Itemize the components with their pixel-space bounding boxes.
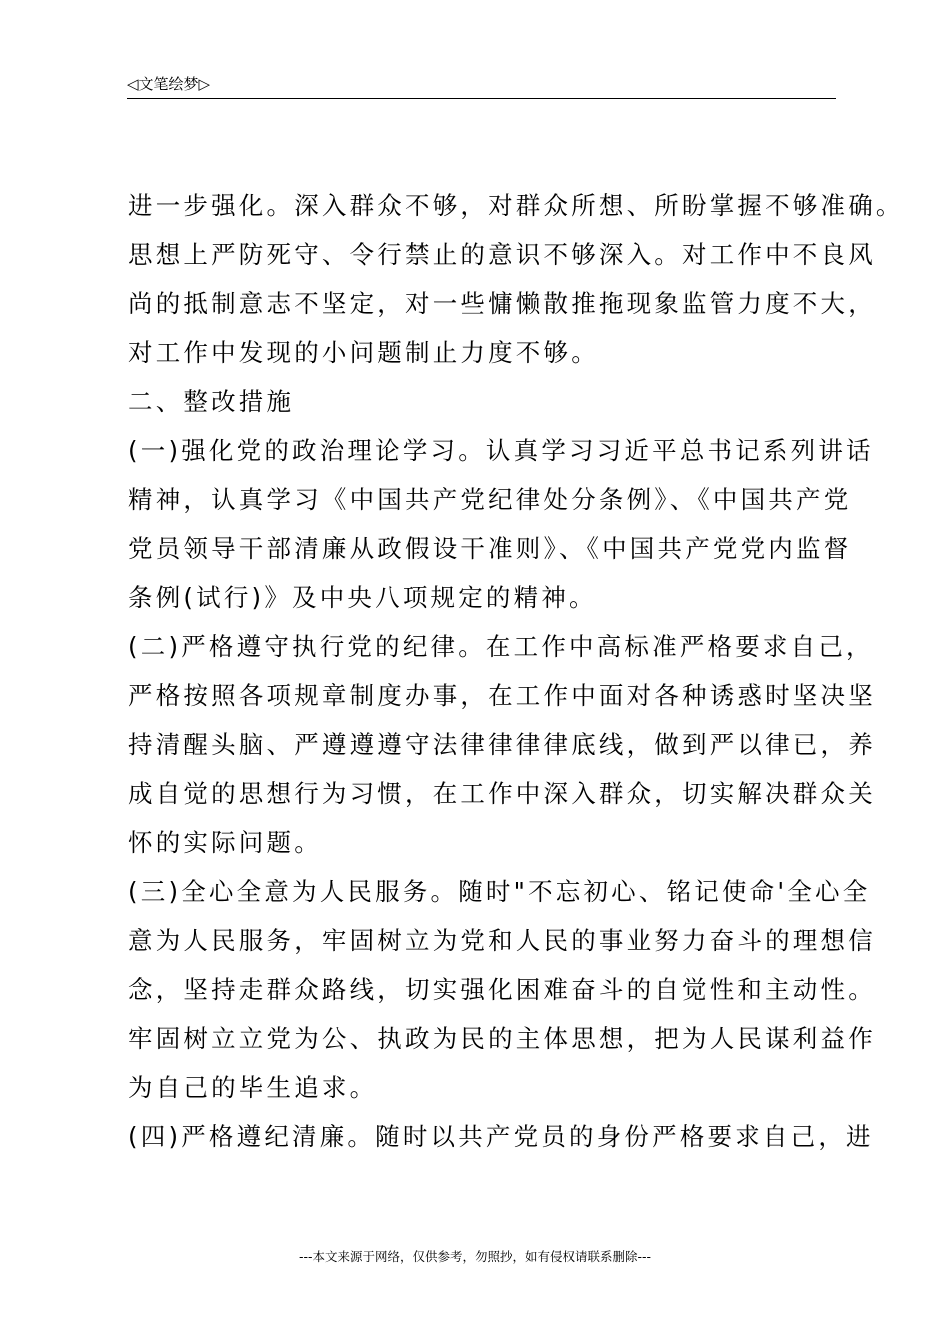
body-line: 持清醒头脑、严遵遵遵守法律律律律底线，做到严以律已，养 xyxy=(128,730,876,759)
body-line: 精神，认真学习《中国共产党纪律处分条例》、《中国共产党 xyxy=(128,485,852,514)
body-line: (二)严格遵守执行党的纪律。在工作中高标准严格要求自己， xyxy=(128,632,874,661)
body-line: 进一步强化。深入群众不够，对群众所想、所盼掌握不够准确。 xyxy=(128,191,904,220)
body-line: 思想上严防死守、令行禁止的意识不够深入。对工作中不良风 xyxy=(128,240,876,269)
body-line: (一)强化党的政治理论学习。认真学习习近平总书记系列讲话 xyxy=(128,436,874,465)
body-line: 条例(试行)》及中央八项规定的精神。 xyxy=(128,583,597,612)
body-line: 牢固树立立党为公、执政为民的主体思想，把为人民谋利益作 xyxy=(128,1024,876,1053)
page-footer-notice: ---本文来源于网络，仅供参考，勿照抄，如有侵权请联系删除--- xyxy=(298,1249,652,1264)
body-line: 意为人民服务，牢固树立为党和人民的事业努力奋斗的理想信 xyxy=(128,926,876,955)
body-line: 严格按照各项规章制度办事，在工作中面对各种诱惑时坚决坚 xyxy=(128,681,876,710)
body-line: (三)全心全意为人民服务。随时"不忘初心、铭记使命'全心全 xyxy=(128,877,871,906)
body-line: 念，坚持走群众路线，切实强化困难奋斗的自觉性和主动性。 xyxy=(128,975,876,1004)
section-heading: 二、整改措施 xyxy=(128,387,295,416)
body-line: 成自觉的思想行为习惯，在工作中深入群众，切实解决群众关 xyxy=(128,779,876,808)
header-brand: ◁文笔绘梦▷ xyxy=(127,75,211,93)
document-body xyxy=(128,181,904,1161)
body-line: 党员领导干部清廉从政假设干准则》、《中国共产党党内监督 xyxy=(128,534,852,563)
body-line: 尚的抵制意志不坚定，对一些慵懒散推拖现象监管力度不大， xyxy=(128,289,876,318)
body-line: 怀的实际问题。 xyxy=(128,828,322,857)
body-line: 对工作中发现的小问题制止力度不够。 xyxy=(128,338,599,367)
body-line: (四)严格遵纪清廉。随时以共产党员的身份严格要求自己，进 xyxy=(128,1122,874,1151)
body-line: 为自己的毕生追求。 xyxy=(128,1073,378,1102)
page-header xyxy=(127,72,836,99)
